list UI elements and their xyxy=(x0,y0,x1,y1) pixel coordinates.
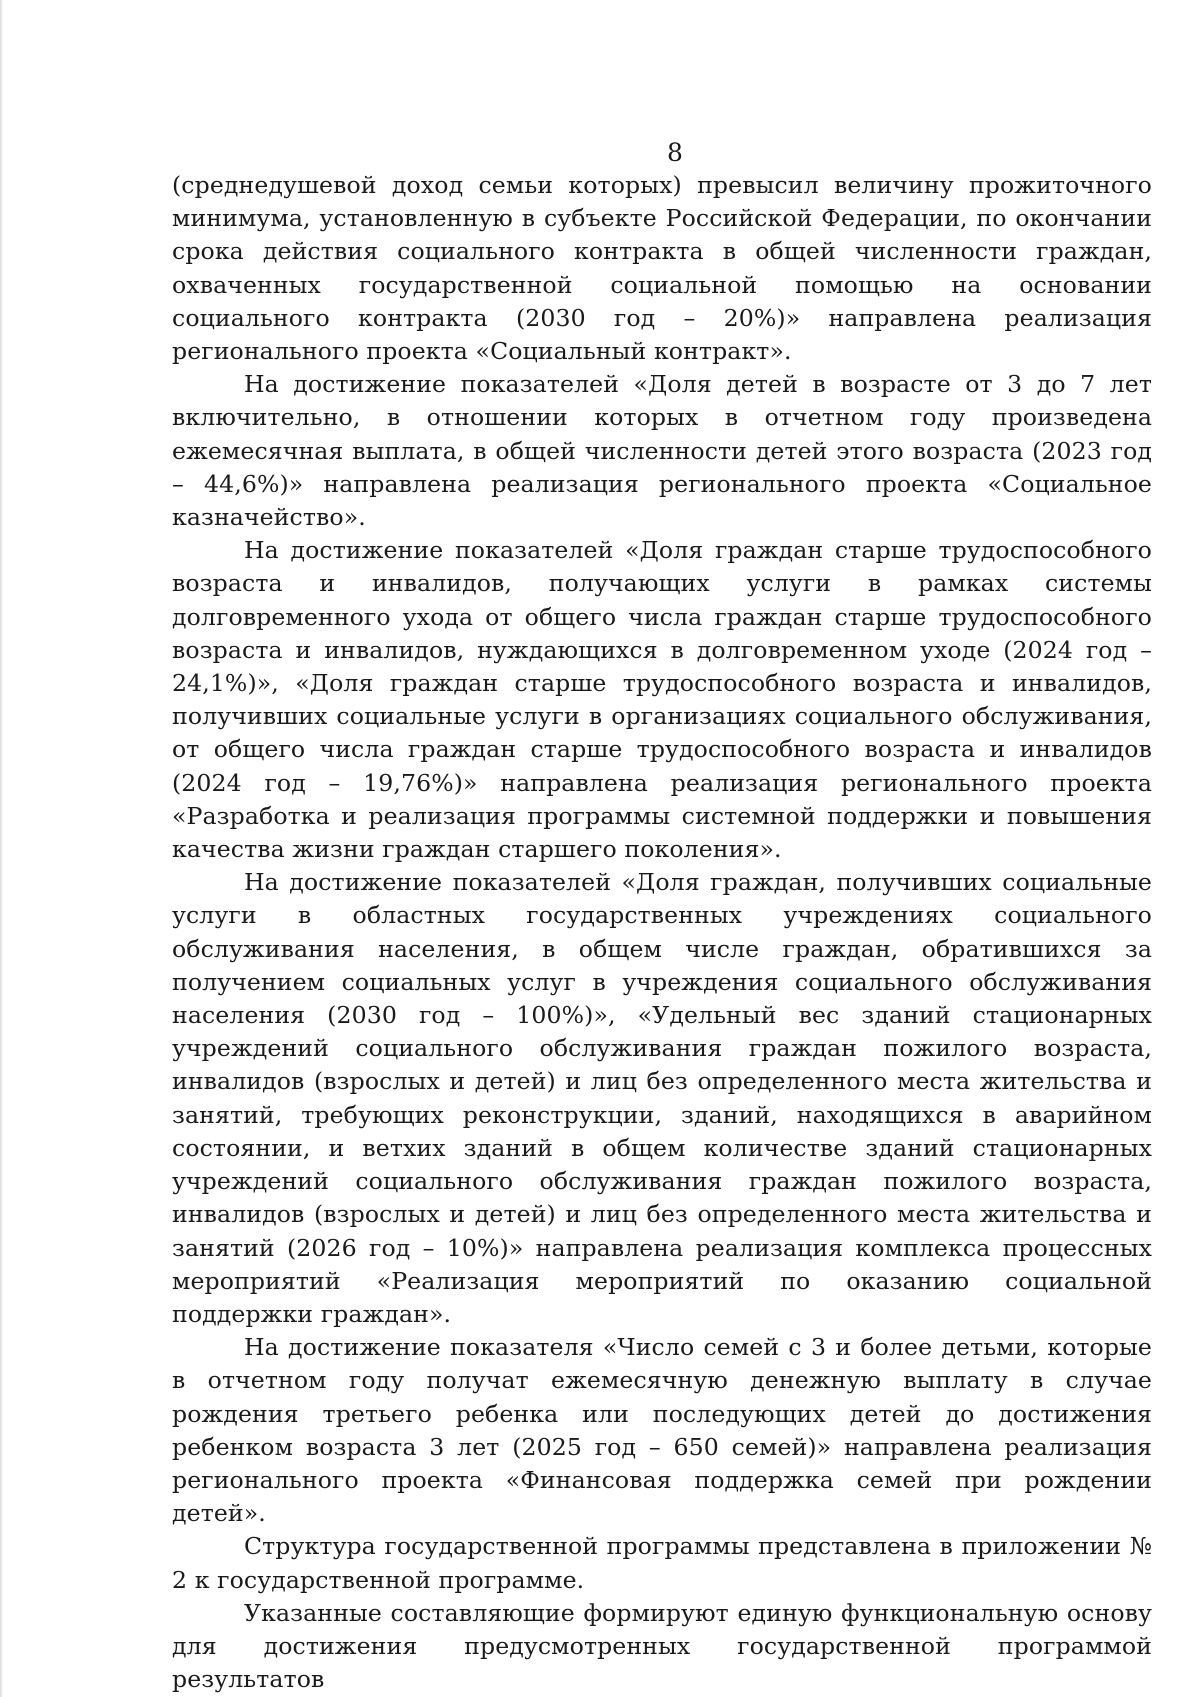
scan-edge xyxy=(0,0,3,1697)
paragraph-continues-next-page: Указанные составляющие формируют единую функциональную основу для достижения предусмотренных государственной программой результатов xyxy=(172,1598,1152,1694)
paragraph-continuation: (среднедушевой доход семьи которых) превысил величину прожиточного минимума, установленную в субъекте Российской Федерации, по окончании срока действия социального контракта в общей численности граждан, охваченных государственной социальной помощью на основании социального контракта (2030 год – 20%)» направлена реализация регионального проекта «Социальный контракт». xyxy=(172,171,1152,366)
document-body xyxy=(172,169,1152,1696)
page-number: 8 xyxy=(667,138,683,167)
paragraph: На достижение показателей «Доля детей в возрасте от 3 до 7 лет включительно, в отношении которых в отчетном году произведена ежемесячная выплата, в общей численности детей этого возраста (2023 год – 44,6%)» направлена реализация регионального проекта «Социальное казначейство». xyxy=(172,370,1152,532)
paragraph: На достижение показателя «Число семей с 3 и более детьми, которые в отчетном году получат ежемесячную денежную выплату в случае рождения третьего ребенка или последующих детей до достижения ребенком возраста 3 лет (2025 год – 650 семей)» направлена реализация регионального проекта «Финансовая поддержка семей при рождении детей». xyxy=(172,1333,1152,1528)
paragraph: На достижение показателей «Доля граждан, получивших социальные услуги в областных государственных учреждениях социального обслуживания населения, в общем числе граждан, обратившихся за получением социальных услуг в учреждения социального обслуживания населения (2030 год – 100%)», «Удельный вес зданий стационарных учреждений социального обслуживания граждан пожилого возраста, инвалидов (взрослых и детей) и лиц без определенного места жительства и занятий, требующих реконструкции, зданий, находящихся в аварийном состоянии, и ветхих зданий в общем количестве зданий стационарных учреждений социального обслуживания граждан пожилого возраста, инвалидов (взрослых и детей) и лиц без определенного места жительства и занятий (2026 год – 10%)» направлена реализация комплекса процессных мероприятий «Реализация мероприятий по оказанию социальной поддержки граждан». xyxy=(172,868,1152,1328)
paragraph: На достижение показателей «Доля граждан старше трудоспособного возраста и инвалидов, получающих услуги в рамках системы долговременного ухода от общего числа граждан старше трудоспособного возраста и инвалидов, нуждающихся в долговременном уходе (2024 год – 24,1%)», «Доля граждан старше трудоспособного возраста и инвалидов, получивших социальные услуги в организациях социального обслуживания, от общего числа граждан старше трудоспособного возраста и инвалидов (2024 год – 19,76%)» направлена реализация регионального проекта «Разработка и реализация программы системной поддержки и повышения качества жизни граждан старшего поколения». xyxy=(172,536,1152,864)
paragraph: Структура государственной программы представлена в приложении № 2 к государственной программе. xyxy=(172,1532,1152,1594)
